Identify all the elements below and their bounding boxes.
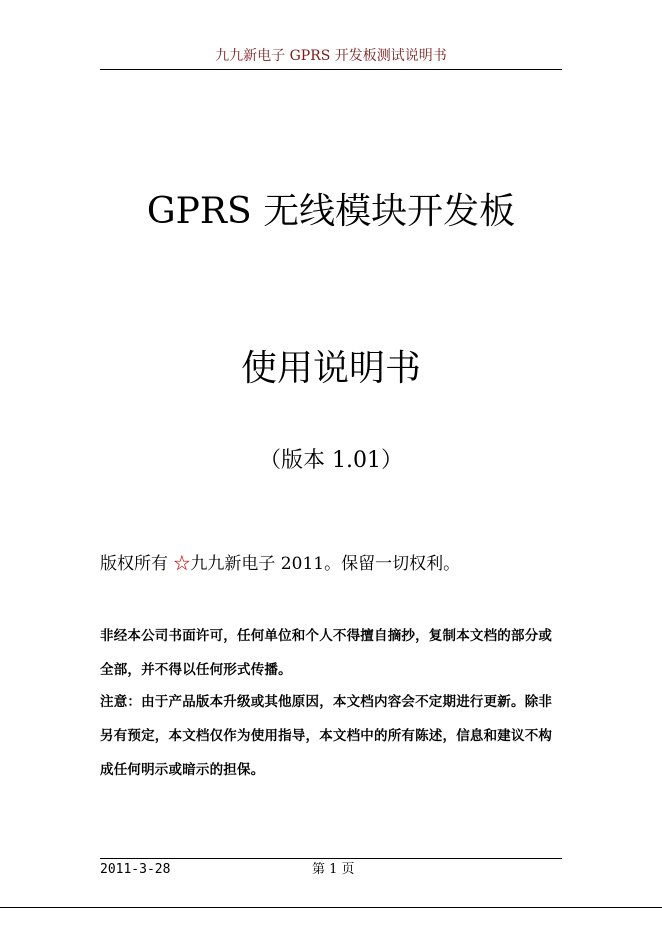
notice-paragraph-1: 非经本公司书面许可，任何单位和个人不得擅自摘抄，复制本文档的部分或全部，并不得以任何形式传播。: [100, 628, 553, 678]
copyright-prefix: 版权所有: [100, 554, 174, 574]
footer-divider: [100, 858, 562, 859]
page-bottom-edge: [0, 907, 662, 908]
document-subtitle: 使用说明书: [240, 348, 421, 389]
footer-page-number: 第 1 页: [312, 862, 355, 877]
header-divider: [100, 69, 562, 70]
version-label: （版本 1.01）: [259, 448, 403, 473]
copyright-text: 九九新电子 2011。保留一切权利。: [190, 554, 461, 574]
page-header-title: 九九新电子 GPRS 开发板测试说明书: [215, 48, 447, 64]
star-icon: ☆: [173, 554, 191, 574]
notice-paragraph-2: 注意：由于产品版本升级或其他原因，本文档内容会不定期进行更新。除非另有预定，本文档仅作为使用指导，本文档中的所有陈述，信息和建议不构成任何明示或暗示的担保。: [100, 694, 553, 778]
footer-date: 2011-3-28: [100, 862, 171, 877]
copyright-line: [100, 552, 562, 576]
document-title: GPRS 无线模块开发板: [146, 191, 516, 232]
